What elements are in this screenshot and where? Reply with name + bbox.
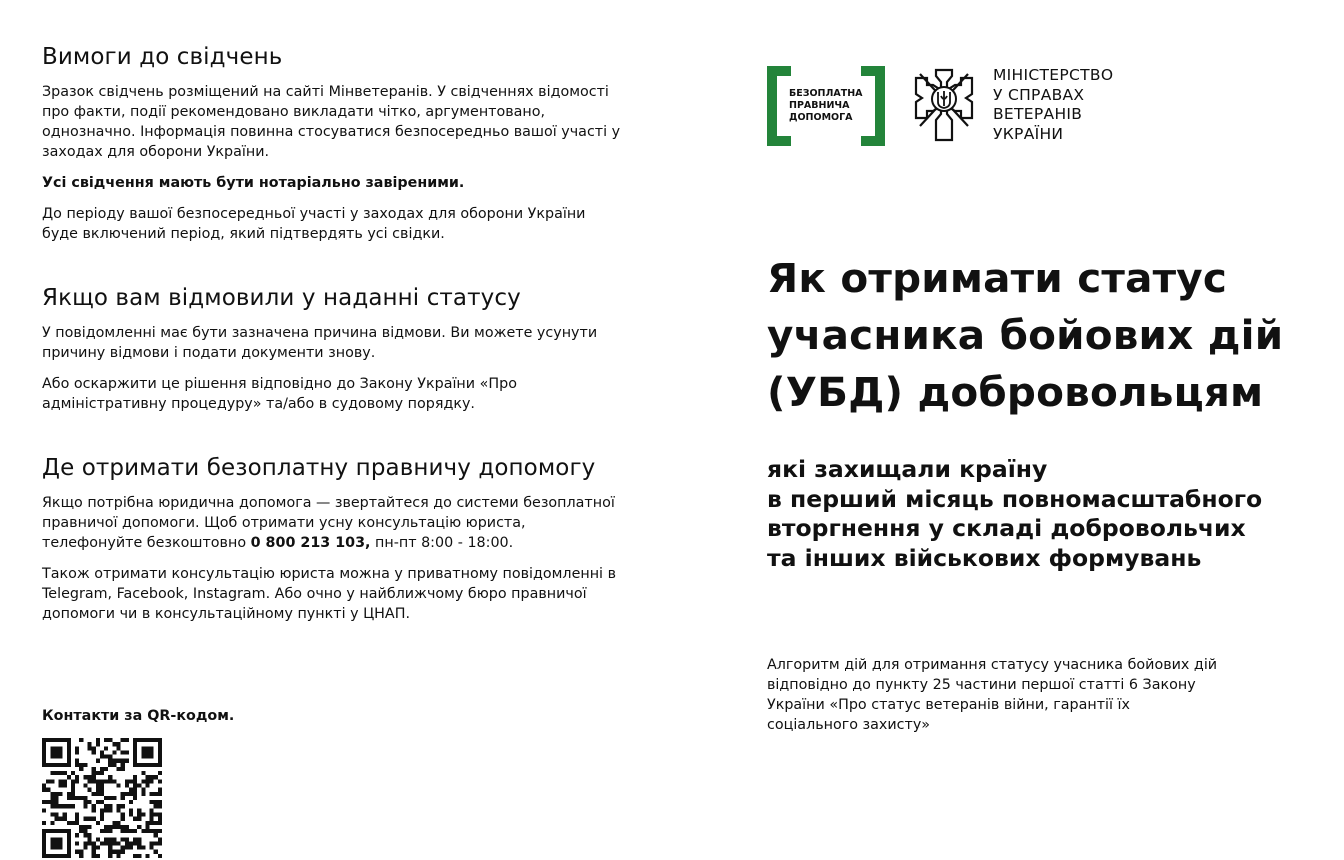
subtitle [767,455,1327,573]
legal-aid-section [42,455,622,635]
legal-aid-paragraph-2: Також отримати консультацію юриста можна у приватному повідомленні в Telegram, Facebook, Instagram. Або очно у найближчому бюро правничої допомоги чи в консультаційному пункті у ЦНАП. [42,566,617,622]
subtitle-line-1: які захищали країну [767,455,1048,483]
description-line-2: відповідно до пункту 25 частини першої статті 6 Закону [767,677,1196,693]
legal-aid-text-start: Якщо потрібна юридична допомога — звертайтеся до системи безоплатної правничої допомоги. Щоб отримати усну консультацію юриста, телефонуйте безкоштовно [42,495,615,551]
notarization-notice: Усі свідчення мають бути нотаріально завіреними. [42,175,465,191]
refusal-heading: Якщо вам відмовили у наданні статусу [42,285,521,311]
legal-aid-paragraph-1 [42,493,622,553]
ministry-line-2: У СПРАВАХ [993,85,1085,104]
testimony-requirements-section [42,44,622,255]
ministry-line-3: ВЕТЕРАНІВ [993,105,1083,123]
qr-block [42,706,342,858]
bpd-line-3: ДОПОМОГА [789,112,853,123]
legal-aid-hours: пн-пт 8:00 - 18:00. [370,535,514,551]
main-title-line-3: (УБД) добровольцям [767,368,1264,416]
bpd-line-2: ПРАВНИЧА [789,100,850,111]
hotline-phone: 0 800 213 103, [250,535,371,551]
free-legal-aid-logo-text [789,88,869,124]
qr-label: Контакти за QR-кодом. [42,708,235,724]
main-title-line-2: учасника бойових дій [767,311,1284,359]
free-legal-aid-logo [767,66,885,146]
description-line-4: соціального захисту» [767,717,931,733]
subtitle-line-3: вторгнення у складі добровольчих [767,514,1246,542]
bpd-line-1: БЕЗОПЛАТНА [789,88,863,99]
testimony-requirements-paragraph-3: До періоду вашої безпосередньої участі у заходах для оборони України буде включений період, який підтвердять усі свідки. [42,206,586,242]
description-line-1: Алгоритм дій для отримання статусу учасника бойових дій [767,657,1218,673]
ministry-line-1: МІНІСТЕРСТВО [993,66,1114,84]
qr-code-icon [42,738,162,858]
main-title [767,250,1327,421]
testimony-requirements-paragraph-1: Зразок свідчень розміщений на сайті Мінветеранів. У свідченнях відомості про факти, події рекомендовано викладати чітко, аргументовано, однозначно. Інформація повинна стосуватися безпосередньо вашої участі у заходах для оборони України. [42,84,621,160]
refusal-paragraph-2: Або оскаржити це рішення відповідно до Закону України «Про адміністративну процедуру» та/або в судовому порядку. [42,376,517,412]
ministry-emblem-icon [914,68,974,142]
refusal-section [42,285,622,425]
ministry-name [993,66,1153,144]
legal-aid-heading: Де отримати безоплатну правничу допомогу [42,455,596,481]
ministry-line-4: УКРАЇНИ [993,124,1064,143]
subtitle-line-4: та інших військових формувань [767,543,1202,572]
subtitle-line-2: в перший місяць повномасштабного [767,484,1263,513]
algorithm-description [767,655,1267,735]
logo-bracket-left [767,66,791,146]
testimony-requirements-heading: Вимоги до свідчень [42,44,283,70]
description-line-3: України «Про статус ветеранів війни, гарантії їх [767,697,1130,713]
refusal-paragraph-1: У повідомленні має бути зазначена причина відмови. Ви можете усунути причину відмови і подати документи знову. [42,325,598,361]
main-title-line-1: Як отримати статус [767,254,1228,302]
